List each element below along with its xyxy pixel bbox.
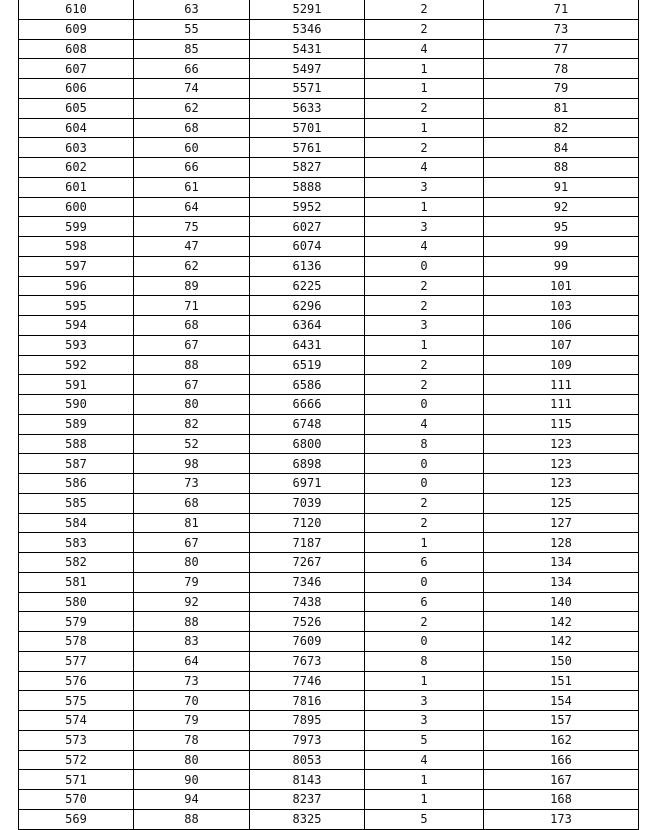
table-cell-col-1: 592 — [19, 355, 134, 375]
table-row — [19, 513, 639, 533]
table-row — [19, 671, 639, 691]
table-row — [19, 632, 639, 652]
table-cell-col-1: 570 — [19, 790, 134, 810]
table-cell-col-2: 60 — [134, 138, 250, 158]
table-cell-col-3: 7973 — [250, 730, 365, 750]
table-cell-col-2: 80 — [134, 750, 250, 770]
table-cell-col-5: 128 — [484, 533, 639, 553]
table-cell-col-5: 103 — [484, 296, 639, 316]
table-cell-col-3: 7120 — [250, 513, 365, 533]
table-cell-col-5: 82 — [484, 118, 639, 138]
table-cell-col-3: 5827 — [250, 158, 365, 178]
table-cell-col-1: 603 — [19, 138, 134, 158]
table-cell-col-3: 5701 — [250, 118, 365, 138]
table-cell-col-4: 0 — [365, 474, 484, 494]
table-cell-col-2: 68 — [134, 316, 250, 336]
table-cell-col-1: 580 — [19, 592, 134, 612]
table-cell-col-4: 5 — [365, 730, 484, 750]
table-cell-col-2: 89 — [134, 276, 250, 296]
table-cell-col-3: 6666 — [250, 395, 365, 415]
table-cell-col-2: 74 — [134, 79, 250, 99]
table-cell-col-5: 88 — [484, 158, 639, 178]
table-cell-col-1: 599 — [19, 217, 134, 237]
table-cell-col-1: 604 — [19, 118, 134, 138]
table-row — [19, 256, 639, 276]
table-cell-col-4: 0 — [365, 572, 484, 592]
table-cell-col-1: 581 — [19, 572, 134, 592]
table-cell-col-1: 585 — [19, 493, 134, 513]
table-cell-col-1: 584 — [19, 513, 134, 533]
table-cell-col-5: 106 — [484, 316, 639, 336]
table-row — [19, 691, 639, 711]
table-cell-col-2: 75 — [134, 217, 250, 237]
table-cell-col-1: 571 — [19, 770, 134, 790]
table-cell-col-5: 168 — [484, 790, 639, 810]
table-cell-col-3: 6296 — [250, 296, 365, 316]
table-row — [19, 434, 639, 454]
table-cell-col-4: 3 — [365, 177, 484, 197]
table-cell-col-4: 3 — [365, 316, 484, 336]
table-row — [19, 414, 639, 434]
table-cell-col-4: 1 — [365, 790, 484, 810]
table-cell-col-1: 576 — [19, 671, 134, 691]
table-cell-col-1: 595 — [19, 296, 134, 316]
table-cell-col-3: 7673 — [250, 651, 365, 671]
table-cell-col-3: 7816 — [250, 691, 365, 711]
table-cell-col-4: 2 — [365, 296, 484, 316]
table-body — [19, 0, 639, 829]
table-cell-col-4: 2 — [365, 612, 484, 632]
table-cell-col-5: 127 — [484, 513, 639, 533]
table-cell-col-1: 574 — [19, 711, 134, 731]
table-cell-col-2: 94 — [134, 790, 250, 810]
table-cell-col-1: 607 — [19, 59, 134, 79]
table-cell-col-3: 7746 — [250, 671, 365, 691]
table-cell-col-5: 91 — [484, 177, 639, 197]
table-row — [19, 572, 639, 592]
table-cell-col-4: 4 — [365, 414, 484, 434]
table-row — [19, 750, 639, 770]
table-row — [19, 237, 639, 257]
table-cell-col-3: 6586 — [250, 375, 365, 395]
table-row — [19, 474, 639, 494]
table-cell-col-2: 66 — [134, 158, 250, 178]
table-cell-col-5: 107 — [484, 335, 639, 355]
table-cell-col-5: 81 — [484, 98, 639, 118]
table-cell-col-2: 66 — [134, 59, 250, 79]
table-cell-col-1: 589 — [19, 414, 134, 434]
table-cell-col-1: 582 — [19, 553, 134, 573]
table-row — [19, 454, 639, 474]
table-cell-col-4: 3 — [365, 691, 484, 711]
table-cell-col-4: 0 — [365, 395, 484, 415]
table-cell-col-5: 123 — [484, 434, 639, 454]
table-cell-col-4: 1 — [365, 671, 484, 691]
table-cell-col-1: 610 — [19, 0, 134, 19]
table-cell-col-4: 1 — [365, 335, 484, 355]
table-cell-col-3: 5952 — [250, 197, 365, 217]
table-row — [19, 651, 639, 671]
table-cell-col-2: 61 — [134, 177, 250, 197]
table-cell-col-5: 84 — [484, 138, 639, 158]
table-cell-col-3: 5761 — [250, 138, 365, 158]
table-cell-col-1: 593 — [19, 335, 134, 355]
table-cell-col-5: 123 — [484, 474, 639, 494]
table-cell-col-5: 79 — [484, 79, 639, 99]
table-cell-col-2: 62 — [134, 98, 250, 118]
table-cell-col-5: 115 — [484, 414, 639, 434]
table-cell-col-3: 5346 — [250, 19, 365, 39]
table-row — [19, 19, 639, 39]
data-table — [18, 0, 639, 830]
table-cell-col-5: 78 — [484, 59, 639, 79]
table-cell-col-4: 1 — [365, 533, 484, 553]
table-cell-col-5: 71 — [484, 0, 639, 19]
table-row — [19, 177, 639, 197]
table-row — [19, 533, 639, 553]
table-cell-col-1: 597 — [19, 256, 134, 276]
table-cell-col-3: 6971 — [250, 474, 365, 494]
table-cell-col-1: 609 — [19, 19, 134, 39]
table-cell-col-2: 81 — [134, 513, 250, 533]
table-cell-col-5: 101 — [484, 276, 639, 296]
table-cell-col-2: 63 — [134, 0, 250, 19]
table-row — [19, 730, 639, 750]
table-cell-col-5: 151 — [484, 671, 639, 691]
table-row — [19, 59, 639, 79]
table-row — [19, 355, 639, 375]
table-cell-col-4: 4 — [365, 750, 484, 770]
table-cell-col-4: 4 — [365, 237, 484, 257]
table-cell-col-4: 2 — [365, 138, 484, 158]
table-cell-col-3: 6225 — [250, 276, 365, 296]
table-cell-col-1: 577 — [19, 651, 134, 671]
table-row — [19, 711, 639, 731]
table-cell-col-4: 6 — [365, 553, 484, 573]
table-cell-col-1: 606 — [19, 79, 134, 99]
table-cell-col-3: 7039 — [250, 493, 365, 513]
table-cell-col-2: 80 — [134, 553, 250, 573]
table-cell-col-5: 162 — [484, 730, 639, 750]
table-cell-col-5: 109 — [484, 355, 639, 375]
table-row — [19, 39, 639, 59]
table-cell-col-5: 173 — [484, 809, 639, 829]
table-cell-col-3: 7609 — [250, 632, 365, 652]
table-cell-col-1: 573 — [19, 730, 134, 750]
table-cell-col-3: 6074 — [250, 237, 365, 257]
table-cell-col-2: 79 — [134, 572, 250, 592]
table-cell-col-5: 73 — [484, 19, 639, 39]
table-cell-col-2: 67 — [134, 335, 250, 355]
table-cell-col-4: 2 — [365, 355, 484, 375]
table-cell-col-4: 0 — [365, 454, 484, 474]
table-cell-col-2: 92 — [134, 592, 250, 612]
table-cell-col-3: 8053 — [250, 750, 365, 770]
table-cell-col-3: 7267 — [250, 553, 365, 573]
table-cell-col-2: 55 — [134, 19, 250, 39]
table-cell-col-4: 6 — [365, 592, 484, 612]
table-cell-col-2: 83 — [134, 632, 250, 652]
table-cell-col-5: 142 — [484, 632, 639, 652]
table-cell-col-1: 575 — [19, 691, 134, 711]
table-cell-col-2: 73 — [134, 671, 250, 691]
table-cell-col-4: 2 — [365, 375, 484, 395]
table-cell-col-5: 166 — [484, 750, 639, 770]
table-cell-col-2: 68 — [134, 118, 250, 138]
table-cell-col-2: 62 — [134, 256, 250, 276]
table-cell-col-4: 1 — [365, 79, 484, 99]
table-cell-col-3: 5497 — [250, 59, 365, 79]
table-cell-col-1: 578 — [19, 632, 134, 652]
table-cell-col-5: 92 — [484, 197, 639, 217]
table-cell-col-3: 7526 — [250, 612, 365, 632]
table-cell-col-4: 2 — [365, 98, 484, 118]
table-cell-col-1: 590 — [19, 395, 134, 415]
table-cell-col-2: 98 — [134, 454, 250, 474]
table-cell-col-1: 586 — [19, 474, 134, 494]
table-cell-col-4: 3 — [365, 217, 484, 237]
table-cell-col-2: 88 — [134, 355, 250, 375]
table-row — [19, 79, 639, 99]
table-cell-col-3: 6431 — [250, 335, 365, 355]
table-cell-col-5: 150 — [484, 651, 639, 671]
table-row — [19, 790, 639, 810]
table-cell-col-5: 95 — [484, 217, 639, 237]
table-cell-col-5: 123 — [484, 454, 639, 474]
table-cell-col-1: 594 — [19, 316, 134, 336]
table-cell-col-2: 85 — [134, 39, 250, 59]
table-cell-col-3: 5431 — [250, 39, 365, 59]
table-cell-col-5: 157 — [484, 711, 639, 731]
table-cell-col-5: 167 — [484, 770, 639, 790]
table-row — [19, 217, 639, 237]
table-cell-col-3: 7438 — [250, 592, 365, 612]
table-cell-col-4: 0 — [365, 632, 484, 652]
table-cell-col-2: 80 — [134, 395, 250, 415]
table-cell-col-4: 2 — [365, 276, 484, 296]
table-cell-col-5: 140 — [484, 592, 639, 612]
table-cell-col-3: 7895 — [250, 711, 365, 731]
table-row — [19, 98, 639, 118]
table-cell-col-5: 154 — [484, 691, 639, 711]
table-cell-col-1: 591 — [19, 375, 134, 395]
table-cell-col-1: 572 — [19, 750, 134, 770]
table-cell-col-1: 602 — [19, 158, 134, 178]
table-cell-col-1: 598 — [19, 237, 134, 257]
table-cell-col-3: 6519 — [250, 355, 365, 375]
table-row — [19, 197, 639, 217]
table-cell-col-3: 5291 — [250, 0, 365, 19]
table-cell-col-3: 5633 — [250, 98, 365, 118]
table-cell-col-1: 569 — [19, 809, 134, 829]
table-cell-col-1: 605 — [19, 98, 134, 118]
table-cell-col-2: 73 — [134, 474, 250, 494]
table-cell-col-3: 8237 — [250, 790, 365, 810]
table-cell-col-3: 6136 — [250, 256, 365, 276]
table-cell-col-5: 111 — [484, 375, 639, 395]
table-cell-col-2: 90 — [134, 770, 250, 790]
table-cell-col-4: 1 — [365, 59, 484, 79]
table-cell-col-4: 2 — [365, 513, 484, 533]
table-cell-col-4: 5 — [365, 809, 484, 829]
table-cell-col-3: 6800 — [250, 434, 365, 454]
table-row — [19, 0, 639, 19]
table-cell-col-4: 4 — [365, 158, 484, 178]
table-cell-col-4: 4 — [365, 39, 484, 59]
table-cell-col-4: 1 — [365, 197, 484, 217]
table-cell-col-2: 88 — [134, 809, 250, 829]
table-cell-col-3: 8325 — [250, 809, 365, 829]
table-cell-col-3: 6898 — [250, 454, 365, 474]
table-cell-col-3: 5888 — [250, 177, 365, 197]
table-row — [19, 296, 639, 316]
table-row — [19, 118, 639, 138]
table-cell-col-5: 125 — [484, 493, 639, 513]
table-cell-col-2: 78 — [134, 730, 250, 750]
table-cell-col-2: 47 — [134, 237, 250, 257]
table-cell-col-5: 99 — [484, 237, 639, 257]
table-cell-col-3: 7187 — [250, 533, 365, 553]
table-row — [19, 770, 639, 790]
table-cell-col-2: 67 — [134, 533, 250, 553]
table-cell-col-1: 579 — [19, 612, 134, 632]
table-cell-col-5: 111 — [484, 395, 639, 415]
table-cell-col-4: 2 — [365, 19, 484, 39]
table-cell-col-3: 6364 — [250, 316, 365, 336]
table-cell-col-4: 3 — [365, 711, 484, 731]
table-row — [19, 553, 639, 573]
table-cell-col-2: 88 — [134, 612, 250, 632]
table-cell-col-4: 0 — [365, 256, 484, 276]
table-row — [19, 276, 639, 296]
table-row — [19, 316, 639, 336]
table-cell-col-4: 2 — [365, 493, 484, 513]
table-row — [19, 592, 639, 612]
table-row — [19, 493, 639, 513]
table-row — [19, 612, 639, 632]
table-cell-col-1: 608 — [19, 39, 134, 59]
table-row — [19, 809, 639, 829]
table-cell-col-2: 52 — [134, 434, 250, 454]
table-cell-col-2: 64 — [134, 651, 250, 671]
data-table-container — [18, 0, 638, 830]
table-cell-col-4: 2 — [365, 0, 484, 19]
table-cell-col-1: 587 — [19, 454, 134, 474]
table-cell-col-3: 7346 — [250, 572, 365, 592]
table-cell-col-3: 6748 — [250, 414, 365, 434]
table-cell-col-5: 134 — [484, 553, 639, 573]
table-cell-col-2: 79 — [134, 711, 250, 731]
table-cell-col-5: 99 — [484, 256, 639, 276]
table-row — [19, 375, 639, 395]
table-cell-col-3: 6027 — [250, 217, 365, 237]
table-row — [19, 335, 639, 355]
table-cell-col-4: 1 — [365, 770, 484, 790]
table-cell-col-3: 5571 — [250, 79, 365, 99]
table-cell-col-4: 1 — [365, 118, 484, 138]
table-cell-col-4: 8 — [365, 434, 484, 454]
table-cell-col-1: 600 — [19, 197, 134, 217]
table-cell-col-1: 601 — [19, 177, 134, 197]
table-row — [19, 395, 639, 415]
table-cell-col-2: 71 — [134, 296, 250, 316]
table-cell-col-2: 68 — [134, 493, 250, 513]
table-cell-col-1: 583 — [19, 533, 134, 553]
table-row — [19, 138, 639, 158]
table-cell-col-2: 82 — [134, 414, 250, 434]
table-row — [19, 158, 639, 178]
table-cell-col-2: 70 — [134, 691, 250, 711]
table-cell-col-2: 64 — [134, 197, 250, 217]
table-cell-col-5: 142 — [484, 612, 639, 632]
table-cell-col-4: 8 — [365, 651, 484, 671]
table-cell-col-5: 77 — [484, 39, 639, 59]
table-cell-col-3: 8143 — [250, 770, 365, 790]
table-cell-col-5: 134 — [484, 572, 639, 592]
table-cell-col-1: 596 — [19, 276, 134, 296]
table-cell-col-2: 67 — [134, 375, 250, 395]
table-cell-col-1: 588 — [19, 434, 134, 454]
